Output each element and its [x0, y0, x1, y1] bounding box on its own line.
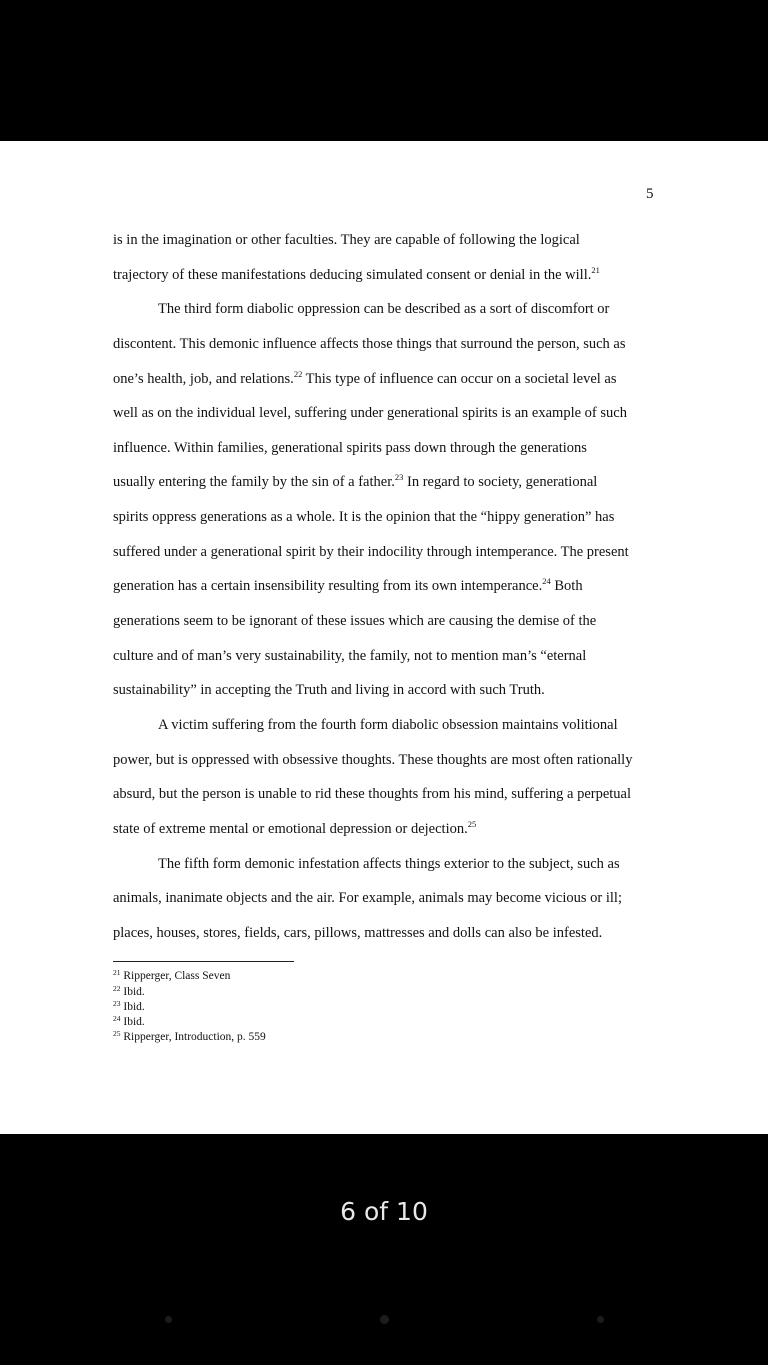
text-line: places, houses, stores, fields, cars, pillows, mattresses and dolls can also be infested. — [113, 925, 603, 941]
text-line: suffered under a generational spirit by their indocility through intemperance. The present — [113, 544, 629, 560]
nav-recents-button[interactable] — [597, 1316, 604, 1323]
text-line: generations seem to be ignorant of these issues which are causing the demise of the — [113, 613, 597, 629]
text-line: animals, inanimate objects and the air. For example, animals may become vicious or ill; — [113, 890, 622, 906]
footnote: $^{23}$ Ibid. — [113, 999, 145, 1013]
text-line: power, but is oppressed with obsessive thoughts. These thoughts are most often rationally — [113, 752, 633, 768]
text-line: The fifth form demonic infestation affects things exterior to the subject, such as — [158, 856, 620, 872]
text-line: state of extreme mental or emotional depression or dejection.$^{25}$ — [113, 819, 477, 837]
page-counter: 6 of 10 — [340, 1197, 428, 1226]
footnote: $^{25}$ Ripperger, Introduction, p. 559 — [113, 1029, 266, 1043]
text-line: absurd, but the person is unable to rid these thoughts from his mind, suffering a perpetual — [113, 786, 632, 802]
text-line: The third form diabolic oppression can be described as a sort of discomfort or — [158, 301, 610, 317]
footnote-separator — [113, 961, 294, 962]
text-line: culture and of man’s very sustainability, the family, not to mention man’s “eternal — [113, 648, 587, 664]
text-line: is in the imagination or other faculties. They are capable of following the logical — [113, 232, 580, 248]
footnote-ref[interactable]: 21 — [591, 265, 600, 275]
text-line: A victim suffering from the fourth form diabolic obsession maintains volitional — [158, 717, 618, 733]
text-line: discontent. This demonic influence affects those things that surround the person, such as — [113, 336, 626, 352]
footnote-ref[interactable]: 23 — [394, 472, 404, 482]
document-page — [0, 141, 768, 1134]
text-line: influence. Within families, generational spirits pass down through the generations — [113, 440, 587, 456]
footnote-ref[interactable]: 22 — [293, 369, 303, 379]
nav-back-button[interactable] — [165, 1316, 172, 1323]
text-line: usually entering the family by the sin of a father.$^{23}$ In regard to society, generational — [113, 472, 598, 490]
text-line: trajectory of these manifestations deducing simulated consent or denial in the will.$^{21}$ — [113, 265, 600, 283]
text-line: well as on the individual level, suffering under generational spirits is an example of such — [113, 405, 627, 421]
page-number: 5 — [646, 186, 654, 202]
text-line: spirits oppress generations as a whole. It is the opinion that the “hippy generation” has — [113, 509, 615, 525]
footnote-ref[interactable]: 25 — [467, 819, 477, 829]
nav-home-button[interactable] — [380, 1315, 389, 1324]
footnote-ref[interactable]: 24 — [542, 576, 551, 586]
footnote: $^{21}$ Ripperger, Class Seven — [113, 968, 231, 982]
text-line: sustainability” in accepting the Truth and living in accord with such Truth. — [113, 682, 545, 698]
footnote: $^{24}$ Ibid. — [113, 1014, 145, 1028]
text-line: one’s health, job, and relations.$^{22}$ This type of influence can occur on a societal level as — [113, 369, 617, 387]
text-line: generation has a certain insensibility resulting from its own intemperance.$^{24}$ Both — [113, 576, 583, 594]
footnote: $^{22}$ Ibid. — [113, 984, 145, 998]
